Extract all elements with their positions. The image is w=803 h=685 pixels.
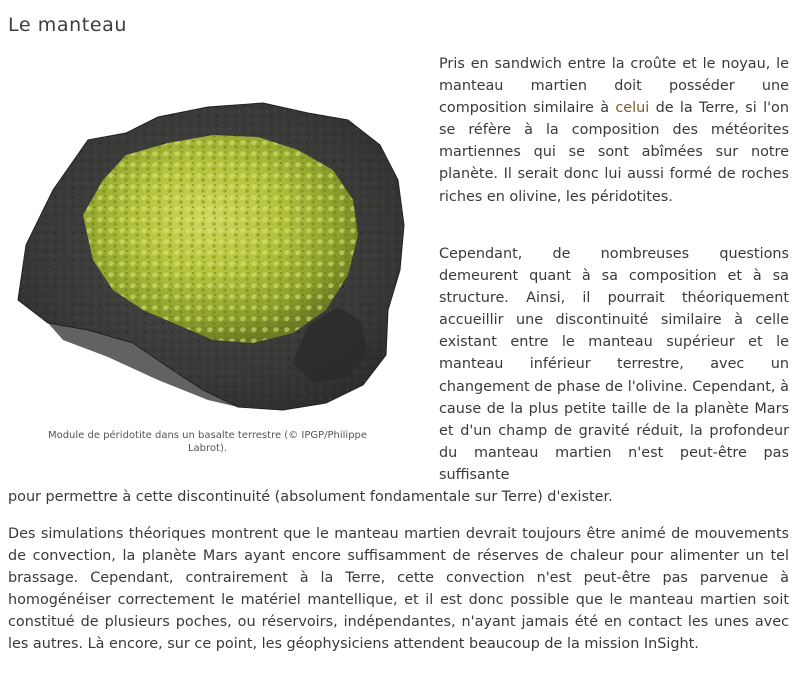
paragraph-intro-start: Pris en sandwich entre la croûte et le noyau, le manteau martien doit posséder une composition similaire à <box>439 56 789 117</box>
section-title: Le manteau <box>8 14 127 36</box>
figure <box>8 95 406 455</box>
paragraph-convection: Des simulations théoriques montrent que le manteau martien devrait toujours être animé de mouvements de convection, la planète Mars ayant encore suffisamment de réserves de chaleur pour alimenter un tel brassage. Cependant, contrairement à la Terre, cette convection n'est peut-être pas parvenue à homogénéiser correctement le matériel mantellique, et il est donc possible que le manteau martien soit constitué de plusieurs poches, ou réservoirs, indépendantes, n'ayant jamais été en contact les unes avec les autres. Là encore, sur ce point, les géophysiciens attendent beaucoup de la mission InSight. <box>8 526 789 653</box>
peridotite-rock-image <box>8 95 406 415</box>
paragraph-intro-end: de la Terre, si l'on se réfère à la composition des météorites martiennes qui se sont abîmées sur notre planète. Il serait donc lui aussi formé de roches riches en olivine, les péridotites. <box>439 100 789 205</box>
paragraph-questions: Cependant, de nombreuses questions demeurent quant à sa composition et à sa structure. Ainsi, il pourrait théoriquement accueillir une discontinuité similaire à celle existant entre le manteau supérieur et le manteau inférieur terrestre, avec un changement de phase de l'olivine. Cependant, à cause de la plus petite taille de la planète Mars et d'un champ de gravité réduit, la profondeur du manteau martien n'est peut-être pas suffisante <box>439 246 789 483</box>
paragraph-questions-end: pour permettre à cette discontinuité (absolument fondamentale sur Terre) d'exister. <box>8 489 613 505</box>
highlighted-word: celui <box>615 100 650 117</box>
paragraph-intro <box>439 53 789 208</box>
figure-caption: Module de péridotite dans un basalte terrestre (© IPGP/Philippe Labrot). <box>47 430 368 454</box>
